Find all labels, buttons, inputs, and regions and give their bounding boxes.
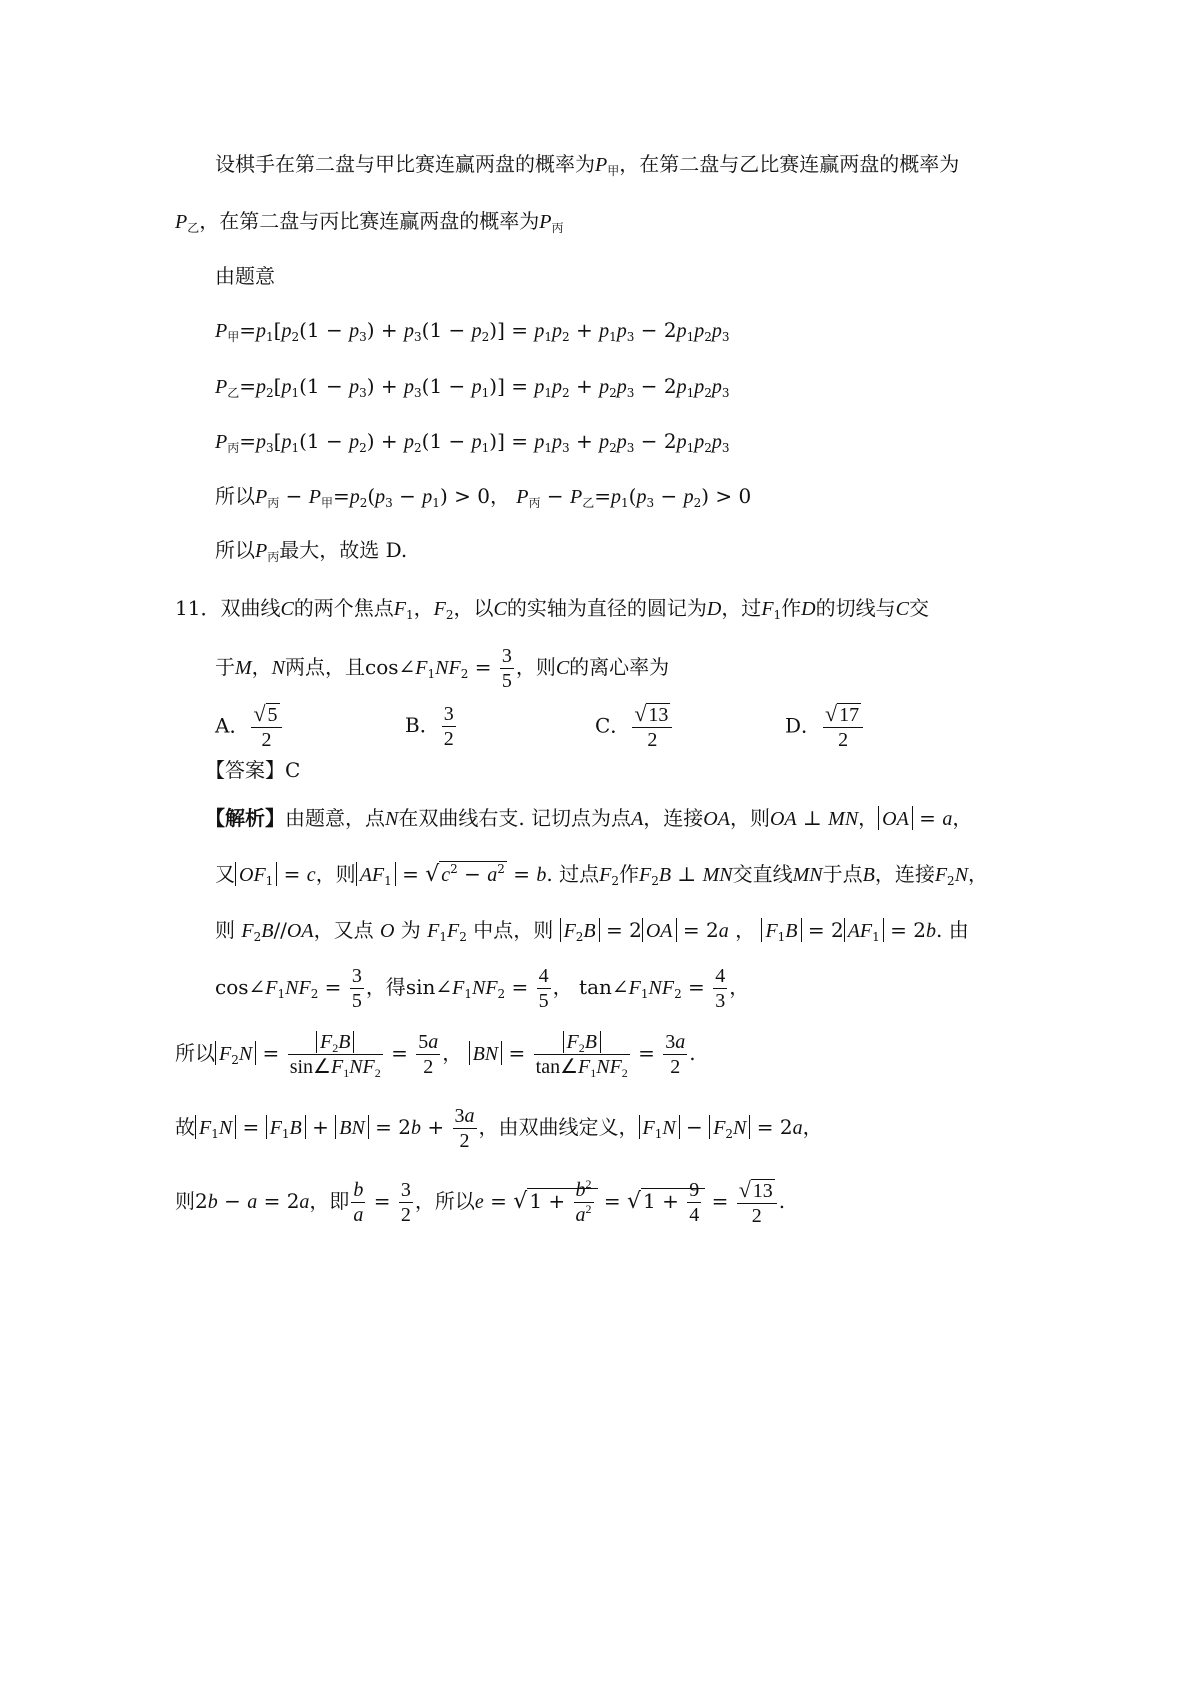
analysis-line-6: 故 $F_1N = F_1B$ + BN = 2b + $\frac{3a}{2}$ ，由双曲线定义， $F_1N - F_2N = 2a$，	[175, 1105, 823, 1152]
conclusion-line: 所以$P_丙$最大，故选 D.	[215, 538, 408, 564]
answer-line: 【答案】C	[205, 758, 301, 782]
option-d: D． $\frac{√ 17}{2}$	[785, 702, 865, 752]
option-b: B． $\frac{3}{2}$	[405, 703, 454, 750]
analysis-line-5: 所以 $F_2N$ = $\frac{F_2B}{\sin\angle F_1NF_2}$ = $\frac{5a}{2}$ ， BN = $\frac{F_2B}{\tan\angle F_1NF_2}$ = $\frac{3a}{2}$ .	[175, 1031, 696, 1080]
para-line-2: $P_乙$，在第二盘与丙比赛连赢两盘的概率为$P_丙$	[175, 209, 564, 235]
analysis-line-7: 则2b − a = 2a，即 $\frac{b}{a}$ = $\frac{3}{2}$ ，所以e = √ 1 + $\frac{b^2}{a^2}$ = √ 1 + $\frac{9}{4}$ = $\frac{√ 13}{2}$ .	[175, 1176, 786, 1227]
q11-stem-2: 于M，N两点，且$\cos\angle F_1NF_2$ = $\frac{3}{5}$ ，则C的离心率为	[215, 645, 670, 692]
analysis-line-1: 【解析】由题意，点N在双曲线右支. 记切点为点A，连接OA，则OA ⊥ MN， OA = a，	[205, 806, 973, 830]
eq-p-jia: $P_甲=p_1[p_2(1 - p_3) + p_3(1 - p_2)] = p_1p_2 + p_1p_3 - 2p_1p_2p_3$	[215, 318, 730, 344]
option-a: A． $\frac{√ 5}{2}$	[215, 702, 284, 752]
analysis-line-4: $\cos\angle F_1NF_2$ = $\frac{3}{5}$ ，得$\sin\angle F_1NF_2$ = $\frac{4}{5}$ ， $\tan\angle F_1NF_2$ = $\frac{4}{3}$ ，	[215, 965, 750, 1012]
analysis-line-3: 则 $F_2B//OA$，又点 O 为 $F_1F_2$ 中点，则 $F_2B = 2$ OA = 2a ， $F_1B = 2$ $AF_1 = 2b$. 由	[215, 918, 969, 944]
eq-p-bing: $P_丙=p_3[p_1(1 - p_2) + p_2(1 - p_1)] = p_1p_3 + p_2p_3 - 2p_1p_2p_3$	[215, 429, 730, 455]
analysis-line-2: 又 $OF_1 = c$，则 $AF_1$ = √ $c^2 - a^2 = b$. 过点$F_2$作$F_2B$ ⊥ MN交直线MN于点B，连接$F_2N$，	[215, 862, 989, 888]
by-meaning: 由题意	[215, 264, 275, 288]
q11-stem-1: 11．双曲线C的两个焦点$F_1$，$F_2$，以C的实轴为直径的圆记为D，过$F_1$作D的切线与C交	[175, 596, 929, 622]
para-line-1: 设棋手在第二盘与甲比赛连赢两盘的概率为$P_甲$，在第二盘与乙比赛连赢两盘的概率为	[215, 152, 960, 178]
diff-line: 所以$P_丙 - P_甲=p_2(p_3 - p_1) > 0$， $P_丙 - P_乙=p_1(p_3 - p_2) > 0$	[215, 484, 752, 510]
eq-p-yi: $P_乙=p_2[p_1(1 - p_3) + p_3(1 - p_1)] = p_1p_2 + p_2p_3 - 2p_1p_2p_3$	[215, 374, 730, 400]
option-c: C． $\frac{√ 13}{2}$	[595, 702, 674, 752]
